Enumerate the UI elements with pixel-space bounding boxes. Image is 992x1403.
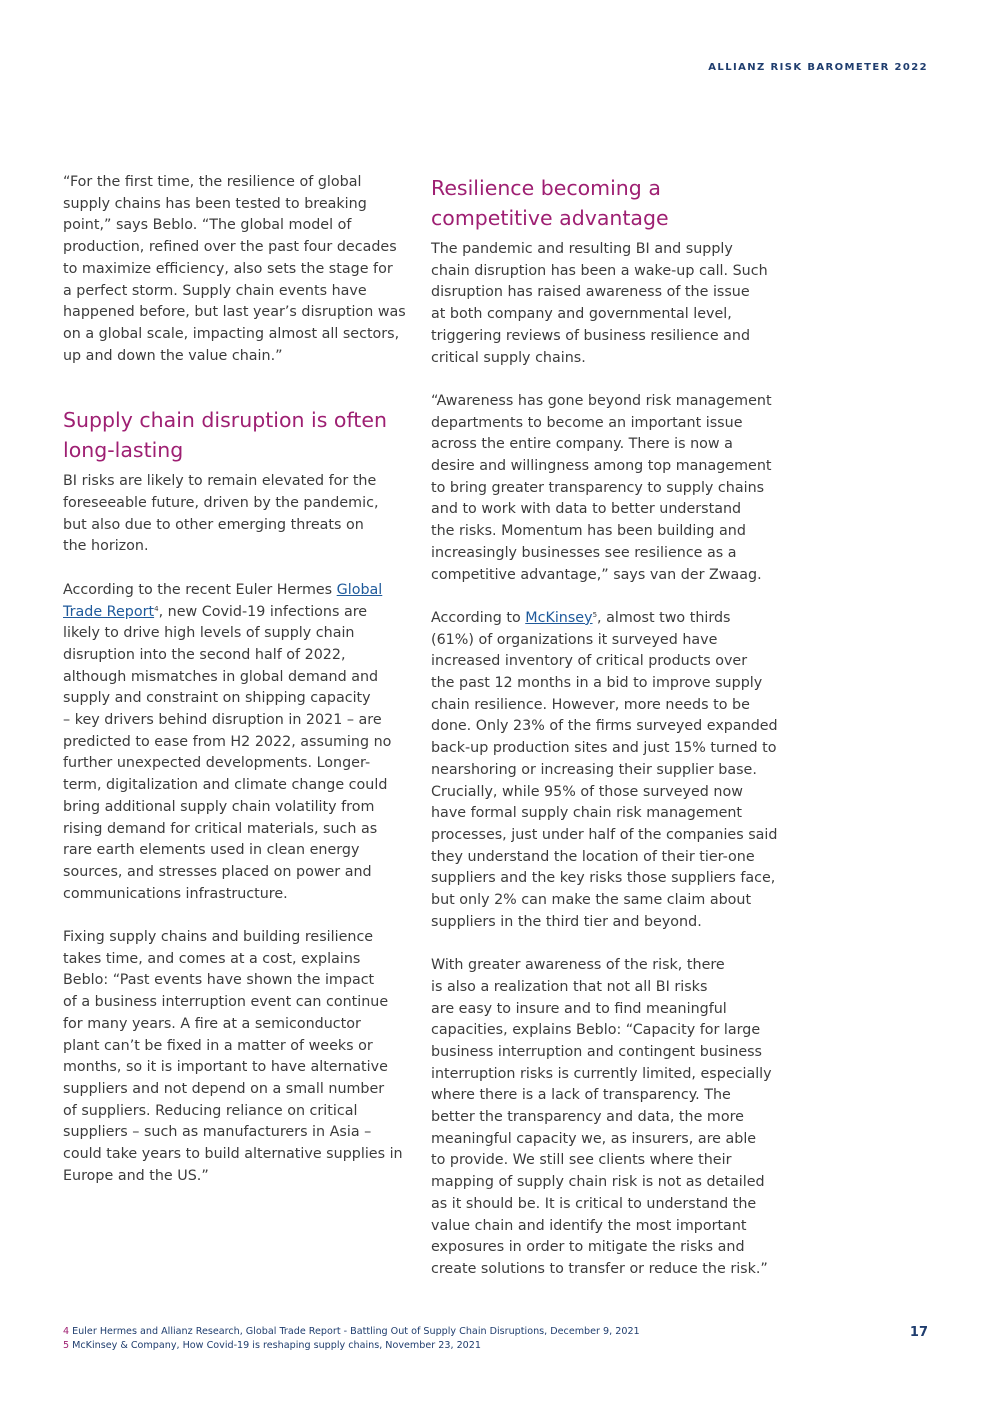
footnote-4 [63, 1325, 640, 1339]
footnote-text: McKinsey & Company, How Covid-19 is reshaping supply chains, November 23, 2021 [72, 1340, 481, 1351]
paragraph-text: , new Covid-19 infections are likely to drive high levels of supply chain disruption into the second half of 2022, although mismatches in global demand and supply and constraint on shipping capacity – key drivers behind disruption in 2021 – are predicted to ease from H2 2022, assuming no further unexpected developments. Longer- term, digitalization and climate change could bring additional supply chain volatility from rising demand for critical materials, such as rare earth elements used in clean energy sources, and stresses placed on power and communications infrastructure. [63, 603, 392, 902]
opening-quote: “For the first time, the resilience of global supply chains has been tested to breaking point,” says Beblo. “The global model of production, refined over the past four decades to maximize efficiency, also sets the stage for a perfect storm. Supply chain events have happened before, but last year’s disruption was on a global scale, impacting almost all sectors, up and down the value chain.” [63, 174, 406, 364]
paragraph-text: , almost two thirds (61%) of organizations it surveyed have increased inventory of critical products over the past 12 months in a bid to improve supply chain resilience. However, more needs to be done. Only 23% of the firms surveyed expanded back-up production sites and just 15% turned to nearshoring or increasing their supplier base. Crucially, while 95% of those surveyed now have formal supply chain risk management processes, just under half of the companies said they understand the location of their tier-one suppliers and the key risks those suppliers face, but only 2% can make the same claim about suppliers in the third tier and beyond. [431, 609, 778, 930]
paragraph-awareness-quote: “Awareness has gone beyond risk management departments to become an important issue across the entire company. There is now a desire and willingness among top management to bring greater transparency to supply chains and to work with data to better understand the risks. Momentum has been building and increasingly businesses see resilience as a competitive advantage,” says van der Zwaag. [431, 392, 772, 583]
right-column [431, 172, 787, 1281]
footnotes [63, 1325, 640, 1353]
footnote-ref-5[interactable]: 5 [592, 610, 598, 619]
paragraph-wake-up-call: The pandemic and resulting BI and supply chain disruption has been a wake-up call. Such disruption has raised awareness of the issue at both company and governmental level, triggering reviews of business resilience and critical supply chains. [431, 241, 768, 366]
left-column [63, 172, 415, 1188]
paragraph-text: According to the recent Euler Hermes [63, 581, 337, 598]
footnote-ref-4[interactable]: 4 [154, 604, 159, 613]
global-trade-report-link[interactable]: Global Trade Report [63, 581, 383, 620]
footnote-number: 4 [63, 1326, 70, 1337]
footnote-text: Euler Hermes and Allianz Research, Global Trade Report - Battling Out of Supply Chain Disruptions, December 9, 2021 [72, 1326, 640, 1337]
footnote-5 [63, 1339, 640, 1353]
footnote-number: 5 [63, 1340, 70, 1351]
paragraph-bi-risks: BI risks are likely to remain elevated for the foreseeable future, driven by the pandemic, but also due to other emerging threats on the horizon. [63, 473, 379, 555]
section-heading-supply-chain-disruption: Supply chain disruption is often long-lasting [63, 408, 387, 463]
paragraph-mckinsey [431, 608, 787, 934]
section-heading-resilience: Resilience becoming a competitive advantage [431, 176, 669, 230]
running-header: ALLIANZ RISK BAROMETER 2022 [708, 62, 928, 73]
page-number: 17 [909, 1325, 928, 1340]
mckinsey-link[interactable]: McKinsey [525, 609, 593, 626]
paragraph-text: According to [431, 609, 526, 626]
paragraph-capacity-quote: With greater awareness of the risk, there is also a realization that not all BI risks are easy to insure and to find meaningful capacities, explains Beblo: “Capacity for large business interruption and contingent business interruption risks is currently limited, especially where there is a lack of transparency. The better the transparency and data, the more meaningful capacity we, as insurers, are able to provide. We still see clients where their mapping of supply chain risk is not as detailed as it should be. It is critical to understand the value chain and identify the most important exposures in order to mitigate the risks and create solutions to transfer or reduce the risk.” [431, 957, 772, 1277]
paragraph-euler-hermes [63, 580, 415, 906]
paragraph-fixing-supply-chains: Fixing supply chains and building resilience takes time, and comes at a cost, explains Beblo: “Past events have shown the impact of a business interruption event can continue for many years. A fire at a semiconductor plant can’t be fixed in a matter of weeks or months, so it is important to have alternative suppliers and not depend on a small number of suppliers. Reducing reliance on critical suppliers – such as manufacturers in Asia – could take years to build alternative supplies in Europe and the US.” [63, 929, 403, 1184]
